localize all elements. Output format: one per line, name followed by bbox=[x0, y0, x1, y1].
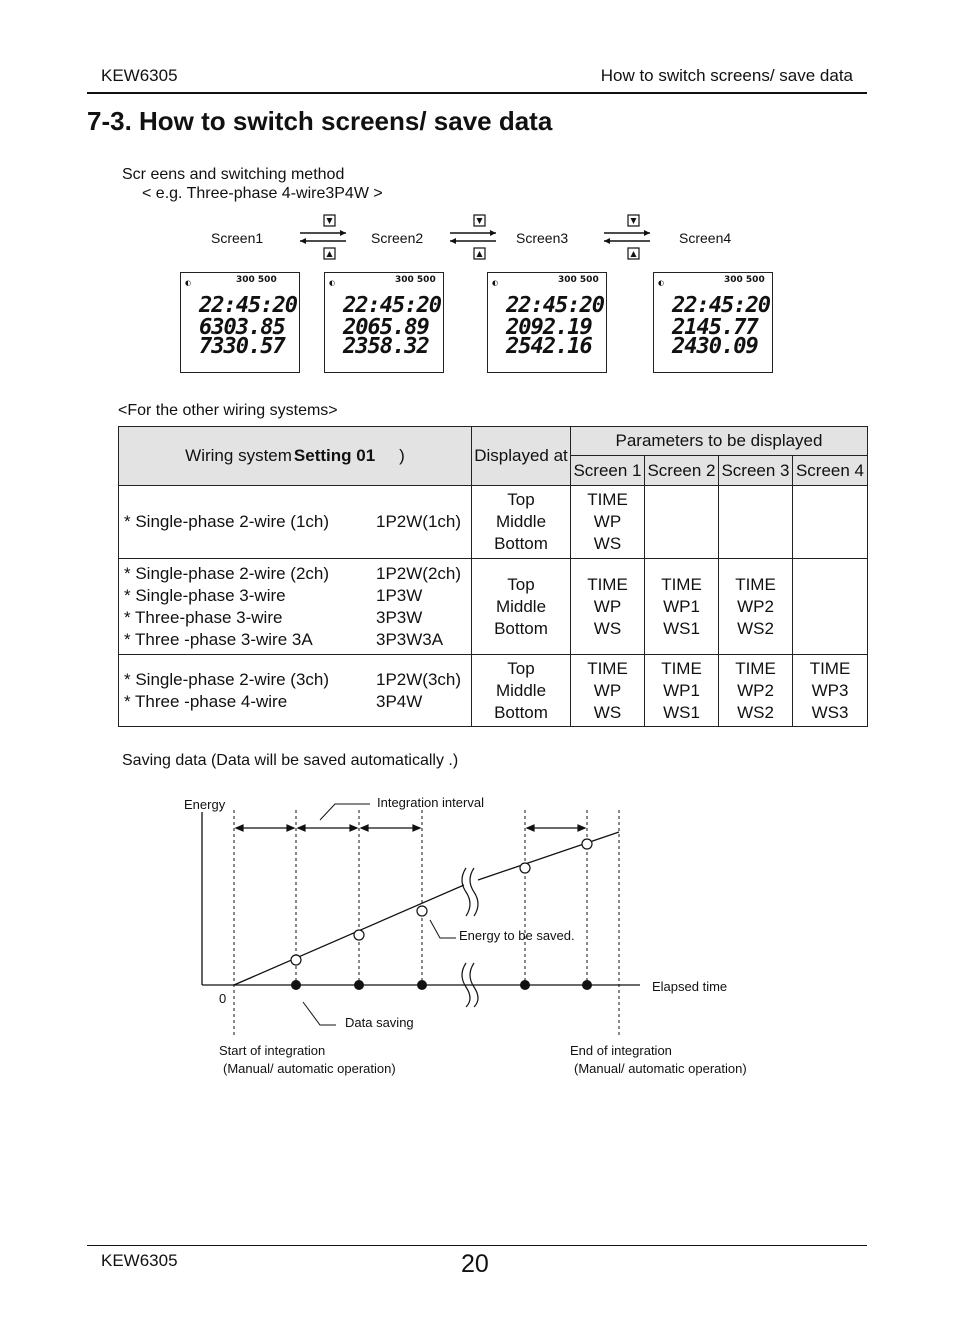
footer-rule bbox=[87, 1245, 867, 1246]
param-cell: TIME WP WS bbox=[571, 559, 645, 655]
start-sub-label: (Manual/ automatic operation) bbox=[223, 1061, 396, 1076]
lcd-top: 22:45:20 bbox=[343, 293, 441, 318]
header-rule bbox=[87, 92, 867, 94]
clock-icon: ◐ bbox=[329, 279, 336, 287]
lcd-top-right: 300 500 bbox=[395, 275, 436, 285]
energy-leader bbox=[430, 920, 456, 938]
lcd-bottom: 2430.09 bbox=[672, 334, 758, 359]
footer-left: KEW6305 bbox=[101, 1251, 178, 1270]
position-cell: Top Middle Bottom bbox=[472, 655, 571, 727]
lcd-middle: 2065.89 bbox=[343, 315, 429, 340]
interval-dividers bbox=[234, 810, 619, 1038]
param-cell: TIME WP2 WS2 bbox=[719, 655, 793, 727]
lcd-top-right: 300 500 bbox=[724, 275, 765, 285]
param-cell bbox=[793, 559, 868, 655]
wiring-cell: * Single-phase 2-wire (2ch) 1P2W(2ch) * Single-phase 3-wire 1P3W * Three-phase 3-wire 3P3W * Three -phase 3-wire 3A 3P3W3A bbox=[119, 559, 472, 655]
page-title: 7-3. How to switch screens/ save data bbox=[87, 106, 553, 136]
table-row bbox=[119, 486, 868, 559]
lcd-top: 22:45:20 bbox=[672, 293, 770, 318]
lcd-bottom: 2542.16 bbox=[506, 334, 592, 359]
switch-arrow-2-3 bbox=[450, 215, 496, 259]
param-cell: TIME WP2 WS2 bbox=[719, 559, 793, 655]
page-number: 20 bbox=[461, 1250, 489, 1278]
lcd-top-right: 300 500 bbox=[236, 275, 277, 285]
param-cell bbox=[793, 486, 868, 559]
end-label: End of integration bbox=[570, 1043, 672, 1058]
screen-header-4: Screen 4 bbox=[793, 456, 868, 486]
lcd-screen-1 bbox=[180, 272, 300, 373]
clock-icon: ◐ bbox=[492, 279, 499, 287]
col-wiring-header: Wiring system Setting 01 ) bbox=[119, 427, 472, 486]
header-left: KEW6305 bbox=[101, 66, 178, 85]
lcd-top-right: 300 500 bbox=[558, 275, 599, 285]
screen-label-4: Screen4 bbox=[679, 230, 732, 246]
screen-header-2: Screen 2 bbox=[645, 456, 719, 486]
lcd-screen-3 bbox=[487, 272, 607, 373]
param-cell bbox=[645, 486, 719, 559]
screen-header-3: Screen 3 bbox=[719, 456, 793, 486]
energy-line bbox=[478, 832, 619, 880]
lcd-bottom: 2358.32 bbox=[343, 334, 429, 359]
col-displayed-header: Displayed at bbox=[472, 427, 571, 486]
screen-label-2: Screen2 bbox=[371, 230, 424, 246]
param-cell: TIME WP WS bbox=[571, 486, 645, 559]
lcd-top: 22:45:20 bbox=[199, 293, 297, 318]
section-heading: Scr eens and switching method bbox=[122, 166, 345, 183]
table-row bbox=[119, 559, 868, 655]
wiring-table bbox=[118, 426, 868, 727]
switch-arrows bbox=[290, 210, 660, 265]
clock-icon: ◐ bbox=[658, 279, 665, 287]
saving-heading: Saving data (Data will be saved automatically .) bbox=[122, 752, 459, 769]
lcd-screen-4 bbox=[653, 272, 773, 373]
switch-arrow-3-4 bbox=[604, 215, 650, 259]
screen-label-3: Screen3 bbox=[516, 230, 569, 246]
zero-label: 0 bbox=[219, 991, 227, 1006]
lcd-middle: 6303.85 bbox=[199, 315, 285, 340]
wiring-cell: * Single-phase 2-wire (1ch) 1P2W(1ch) bbox=[119, 486, 472, 559]
interval-label: Integration interval bbox=[377, 795, 484, 810]
screen-label-1: Screen1 bbox=[211, 230, 264, 246]
lcd-top: 22:45:20 bbox=[506, 293, 604, 318]
lcd-middle: 2092.19 bbox=[506, 315, 592, 340]
position-cell: Top Middle Bottom bbox=[472, 559, 571, 655]
start-label: Start of integration bbox=[219, 1043, 326, 1058]
table-row bbox=[119, 655, 868, 727]
param-cell: TIME WP3 WS3 bbox=[793, 655, 868, 727]
end-sub-label: (Manual/ automatic operation) bbox=[574, 1061, 747, 1076]
clock-icon: ◐ bbox=[185, 279, 192, 287]
energy-line bbox=[234, 885, 464, 985]
elapsed-label: Elapsed time bbox=[652, 979, 728, 994]
section-example: < e.g. Three-phase 4-wire3P4W > bbox=[142, 185, 383, 202]
position-cell: Top Middle Bottom bbox=[472, 486, 571, 559]
col-params-header: Parameters to be displayed bbox=[571, 427, 868, 456]
lcd-bottom: 7330.57 bbox=[199, 334, 285, 359]
lcd-screen-2 bbox=[324, 272, 444, 373]
energy-saved-label: Energy to be saved. bbox=[459, 928, 575, 943]
interval-arrows bbox=[236, 825, 585, 831]
energy-points bbox=[291, 839, 592, 965]
screen-header-1: Screen 1 bbox=[571, 456, 645, 486]
switch-arrow-1-2 bbox=[300, 215, 346, 259]
interval-leader bbox=[320, 804, 370, 820]
saving-leader bbox=[303, 1002, 336, 1025]
param-cell: TIME WP WS bbox=[571, 655, 645, 727]
other-systems-label: <For the other wiring systems> bbox=[118, 402, 338, 419]
lcd-middle: 2145.77 bbox=[672, 315, 758, 340]
param-cell bbox=[719, 486, 793, 559]
energy-label: Energy bbox=[184, 797, 226, 812]
wiring-cell: * Single-phase 2-wire (3ch) 1P2W(3ch) * Three -phase 4-wire 3P4W bbox=[119, 655, 472, 727]
param-cell: TIME WP1 WS1 bbox=[645, 559, 719, 655]
param-cell: TIME WP1 WS1 bbox=[645, 655, 719, 727]
header-right: How to switch screens/ save data bbox=[600, 66, 853, 85]
data-saving-label: Data saving bbox=[345, 1015, 414, 1030]
